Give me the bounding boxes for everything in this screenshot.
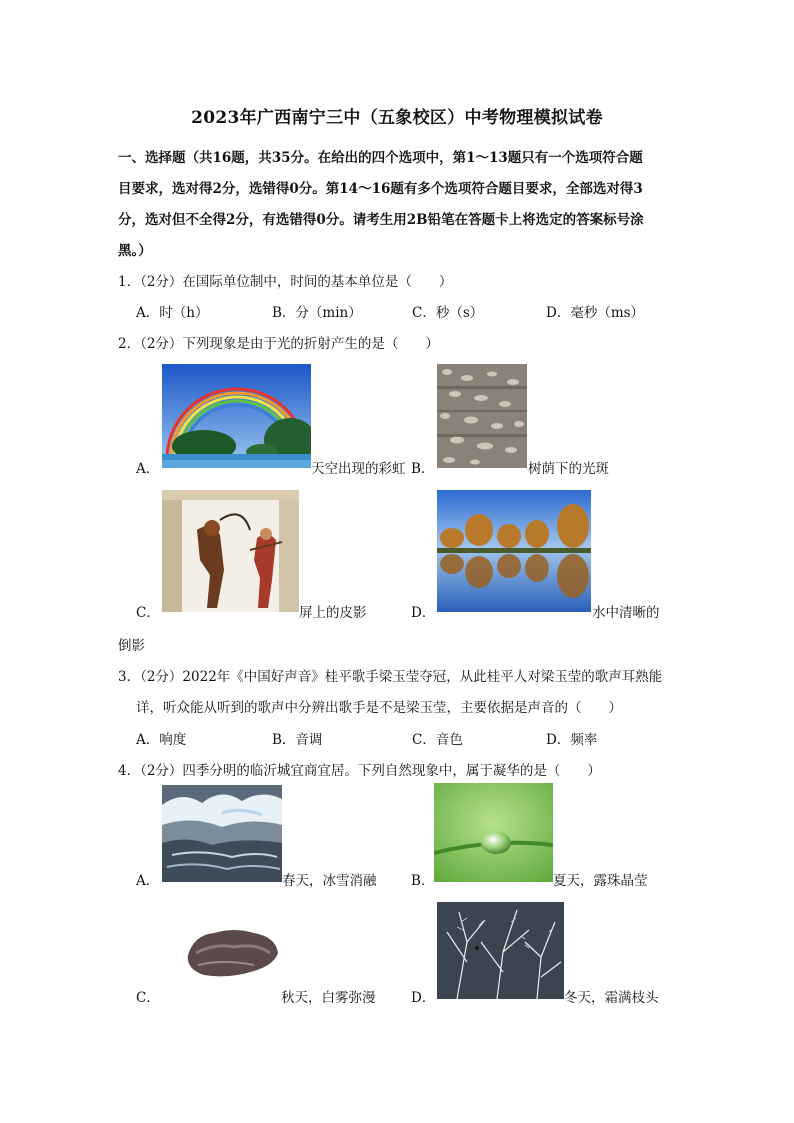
q2-option-d-caption: 水中清晰的 (592, 605, 660, 621)
q4-option-d-label: D． (411, 990, 436, 1006)
q3-option-a: A．响度 (136, 732, 187, 748)
dewdrop-image (434, 783, 553, 882)
fog-image (184, 925, 281, 983)
frost-branches-image (437, 902, 564, 999)
q1-option-c: C．秒（s） (412, 305, 484, 321)
q4-option-a-caption: 春天，冰雪消融 (282, 873, 377, 889)
section-instructions-line: 黑。） (118, 243, 152, 259)
rainbow-image (162, 364, 311, 468)
q1-option-d: D．毫秒（ms） (546, 305, 645, 321)
q4-option-c-label: C． (136, 990, 160, 1006)
water-reflection-image (437, 490, 591, 612)
q1-option-b: B．分（min） (272, 305, 362, 321)
section-instructions-line: 分，选对但不全得2分，有选错得0分。请考生用2B铅笔在答题卡上将选定的答案标号涂 (118, 212, 644, 228)
question-4-stem: 4．（2分）四季分明的临沂城宜商宜居。下列自然现象中，属于凝华的是（ ） (118, 763, 601, 779)
q4-option-d-caption: 冬天，霜满枝头 (564, 990, 659, 1006)
q1-option-a: A．时（h） (136, 305, 209, 321)
q2-option-d-label: D． (411, 605, 436, 621)
section-instructions-line: 一、选择题（共16题，共35分。在给出的四个选项中，第1～13题只有一个选项符合题 (118, 150, 643, 166)
q4-option-c-caption: 秋天，白雾弥漫 (281, 990, 376, 1006)
shadow-puppet-image (162, 490, 299, 612)
q2-option-c-caption: 屏上的皮影 (299, 605, 367, 621)
q2-option-b-caption: 树荫下的光斑 (528, 461, 609, 477)
q3-option-b: B．音调 (272, 732, 323, 748)
q2-option-b-label: B． (411, 461, 435, 477)
q4-option-b-caption: 夏天，露珠晶莹 (553, 873, 648, 889)
page-title: 2023年广西南宁三中（五象校区）中考物理模拟试卷 (191, 108, 603, 128)
q4-option-a-label: A． (136, 873, 160, 889)
question-3-stem-line2: 详，听众能从听到的歌声中分辨出歌手是不是梁玉莹，主要依据是声音的（ ） (136, 700, 622, 716)
question-1-stem: 1．（2分）在国际单位制中，时间的基本单位是（ ） (118, 274, 453, 290)
question-2-stem: 2．（2分）下列现象是由于光的折射产生的是（ ） (118, 336, 439, 352)
q2-option-a-label: A． (136, 461, 160, 477)
question-3-stem-line1: 3．（2分）2022年《中国好声音》桂平歌手梁玉莹夺冠，从此桂平人对梁玉莹的歌声耳熟能 (118, 669, 663, 685)
section-instructions-line: 目要求，选对得2分，选错得0分。第14～16题有多个选项符合题目要求，全部选对得3 (118, 181, 643, 197)
q2-option-c-label: C． (136, 605, 160, 621)
q3-option-c: C．音色 (412, 732, 463, 748)
q2-option-a-caption: 天空出现的彩虹 (311, 461, 406, 477)
melting-ice-image (162, 785, 282, 882)
q2-option-d-caption-continued: 倒影 (118, 638, 145, 654)
q3-option-d: D．频率 (546, 732, 598, 748)
tree-shade-light-spots-image (437, 364, 527, 468)
q4-option-b-label: B． (411, 873, 435, 889)
